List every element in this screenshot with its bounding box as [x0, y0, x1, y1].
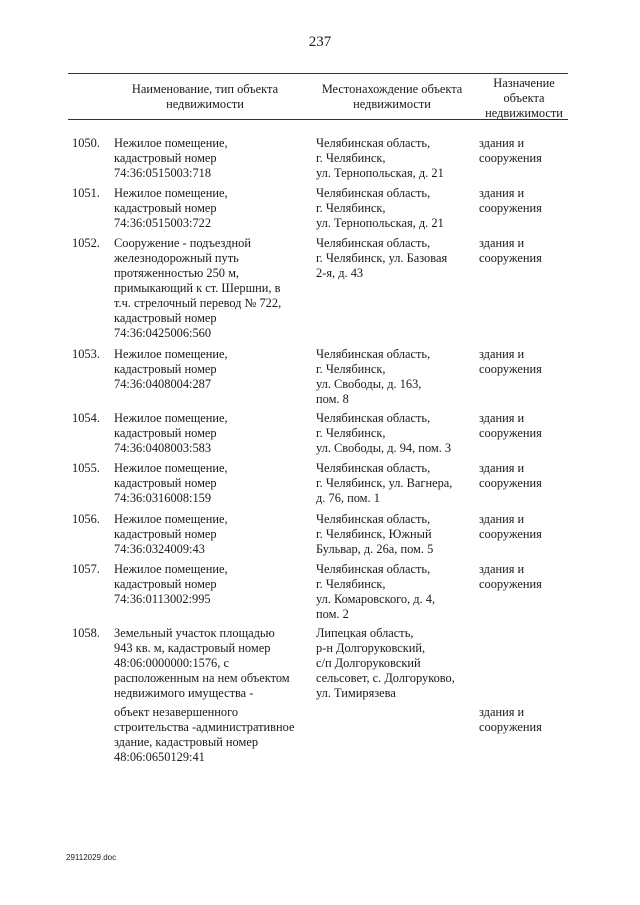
row-purpose: здания и сооружения — [479, 136, 542, 165]
row-number: 1056. — [72, 512, 100, 526]
page-number: 237 — [308, 34, 332, 50]
row-name: Нежилое помещение, кадастровый номер 74:36:0408004:287 — [114, 347, 228, 391]
header-location-column: Местонахождение объекта недвижимости — [321, 82, 463, 111]
row-number: 1051. — [72, 186, 100, 200]
row-purpose: здания и сооружения — [479, 236, 542, 265]
row-location: Липецкая область, р-н Долгоруковский, с/п Долгоруковский сельсовет, с. Долгоруково, ул. Тимирязева — [316, 626, 455, 700]
row-number: 1054. — [72, 411, 100, 425]
row-name: Нежилое помещение, кадастровый номер 74:36:0316008:159 — [114, 461, 228, 505]
row-number: 1058. — [72, 626, 100, 640]
row-name: объект незавершенного строительства -административное здание, кадастровый номер 48:06:0650129:41 — [114, 705, 295, 764]
row-name: Нежилое помещение, кадастровый номер 74:36:0324009:43 — [114, 512, 228, 556]
row-purpose: здания и сооружения — [479, 512, 542, 541]
row-purpose: здания и сооружения — [479, 186, 542, 215]
row-name: Нежилое помещение, кадастровый номер 74:36:0408003:583 — [114, 411, 228, 455]
row-number: 1057. — [72, 562, 100, 576]
row-purpose: здания и сооружения — [479, 461, 542, 490]
row-location: Челябинская область, г. Челябинск, ул. Вагнера, д. 76, пом. 1 — [316, 461, 453, 505]
header-name-column: Наименование, тип объекта недвижимости — [131, 82, 279, 111]
row-location: Челябинская область, г. Челябинск, ул. Тернопольская, д. 21 — [316, 186, 444, 230]
row-purpose: здания и сооружения — [479, 347, 542, 376]
row-name: Сооружение - подъездной железнодорожный путь протяженностью 250 м, примыкающий к ст. Шершни, в т.ч. стрелочный перевод № 722, кадастровый номер 74:36:0425006:560 — [114, 236, 282, 340]
row-location: Челябинская область, г. Челябинск, ул. Свободы, д. 163, пом. 8 — [316, 347, 431, 406]
row-name: Нежилое помещение, кадастровый номер 74:36:0113002:995 — [114, 562, 228, 606]
row-purpose: здания и сооружения — [479, 705, 542, 734]
document-filename: 29112029.doc — [66, 853, 117, 862]
row-name: Нежилое помещение, кадастровый номер 74:36:0515003:718 — [114, 136, 228, 180]
row-number: 1050. — [72, 136, 100, 150]
row-number: 1053. — [72, 347, 100, 361]
row-location: Челябинская область, г. Челябинск, ул. Комаровского, д. 4, пом. 2 — [316, 562, 436, 621]
row-location: Челябинская область, г. Челябинск, Южный Бульвар, д. 26а, пом. 5 — [316, 512, 434, 556]
row-location: Челябинская область, г. Челябинск, ул. Тернопольская, д. 21 — [316, 136, 444, 180]
header-purpose-column: Назначение объекта недвижимости — [485, 76, 563, 120]
row-number: 1052. — [72, 236, 100, 250]
row-purpose: здания и сооружения — [479, 562, 542, 591]
row-location: Челябинская область, г. Челябинск, ул. Базовая 2-я, д. 43 — [316, 236, 448, 280]
row-number: 1055. — [72, 461, 100, 475]
row-name: Земельный участок площадью 943 кв. м, кадастровый номер 48:06:0000000:1576, с расположенным на нем объектом недвижимого имущества - — [114, 626, 290, 700]
row-location: Челябинская область, г. Челябинск, ул. Свободы, д. 94, пом. 3 — [316, 411, 452, 455]
row-purpose: здания и сооружения — [479, 411, 542, 440]
row-name: Нежилое помещение, кадастровый номер 74:36:0515003:722 — [114, 186, 228, 230]
